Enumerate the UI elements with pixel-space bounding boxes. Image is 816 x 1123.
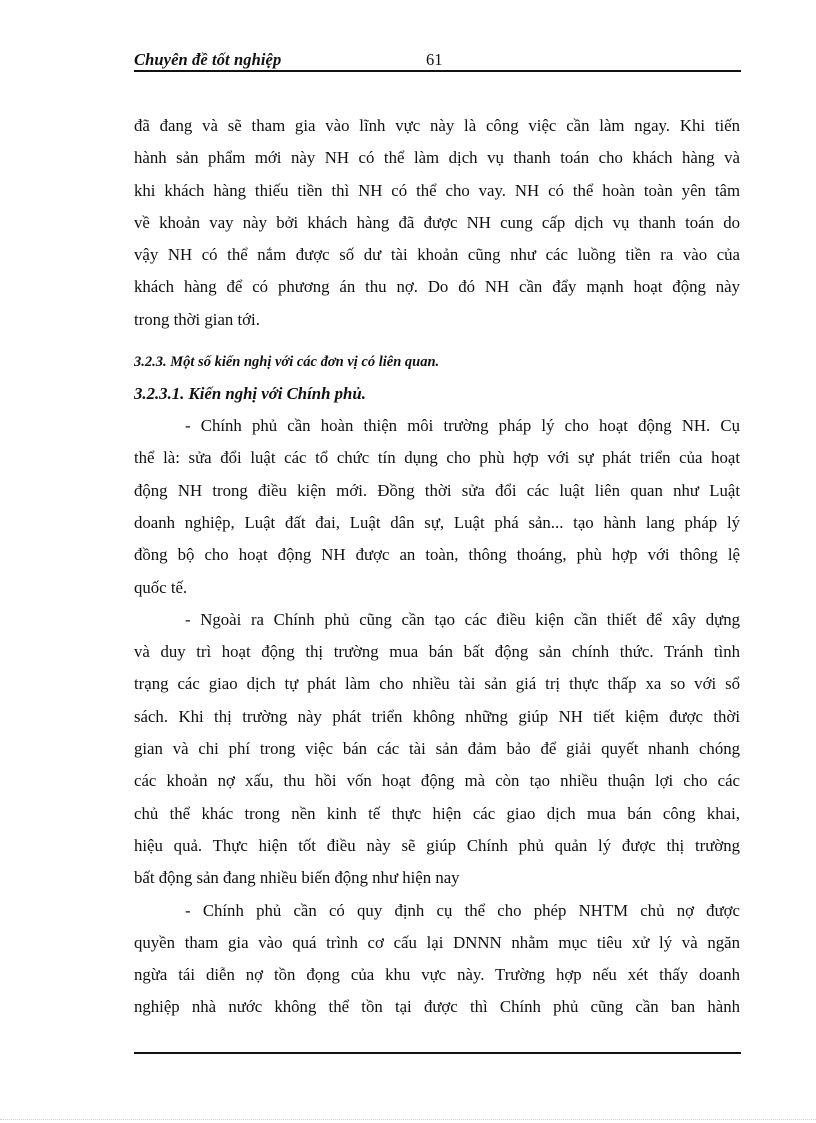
text-line: đồng bộ cho hoạt động NH được an toàn, thông thoáng, phù hợp với thông lệ (134, 545, 740, 565)
text-line: sách. Khi thị trường này phát triển không những giúp NH tiết kiệm được thời (134, 706, 740, 726)
page-number: 61 (426, 50, 443, 69)
paragraph-1 (134, 110, 740, 336)
text-line: khách hàng để có phương án thu nợ. Do đó NH cần đẩy mạnh hoạt động này (134, 277, 740, 297)
text-line: - Chính phủ cần hoàn thiện môi trường pháp lý cho hoạt động NH. Cụ (185, 416, 740, 436)
footer-rule (134, 1052, 741, 1054)
text-line: các khoản nợ xấu, thu hồi vốn hoạt động mà còn tạo nhiều thuận lợi cho các (134, 771, 740, 791)
text-line: nghiệp nhà nước không thể tồn tại được thì Chính phủ cũng cần ban hành (134, 997, 740, 1017)
section-heading-3-2-3: 3.2.3. Một số kiến nghị với các đơn vị có liên quan. (134, 354, 440, 371)
section-heading-3-2-3-1: 3.2.3.1. Kiến nghị với Chính phủ. (134, 384, 366, 404)
text-line: - Chính phủ cần có quy định cụ thể cho phép NHTM chủ nợ được (185, 900, 740, 920)
text-line: trạng các giao dịch tự phát làm cho nhiều tài sản giá trị thực thấp xa so với sổ (134, 674, 740, 694)
header-title: Chuyên đề tốt nghiệp (134, 50, 282, 69)
text-line: chủ thể khác trong nền kinh tế thực hiện các giao dịch mua bán công khai, (134, 803, 740, 823)
text-line: quyền tham gia vào quá trình cơ cấu lại DNNN nhằm mục tiêu xử lý và ngăn (134, 932, 740, 952)
text-line: khi khách hàng thiếu tiền thì NH có thể cho vay. NH có thể hoàn toàn yên tâm (134, 180, 740, 200)
text-line: doanh nghiệp, Luật đất đai, Luật dân sự, Luật phá sản... tạo hành lang pháp lý (134, 512, 740, 532)
text-line: quốc tế. (134, 577, 188, 597)
body-content (134, 110, 740, 1024)
text-line: gian và chi phí trong việc bán các tài sản đảm bảo để giải quyết nhanh chóng (134, 739, 740, 759)
text-line: và duy trì hoạt động thị trường mua bán bất động sản chính thức. Tránh tình (134, 642, 740, 662)
paragraph-4 (134, 895, 740, 1024)
text-line: về khoản vay này bởi khách hàng đã được NH cung cấp dịch vụ thanh toán do (134, 212, 740, 232)
text-line: vậy NH có thể nắm được số dư tài khoản cũng như các luồng tiền ra vào của (134, 245, 740, 265)
text-line: hiệu quả. Thực hiện tốt điều này sẽ giúp Chính phủ quản lý được thị trường (134, 835, 740, 855)
text-line: thể là: sửa đổi luật các tổ chức tín dụng cho phù hợp với sự phát triển của hoạt (134, 448, 740, 468)
page-edge-divider (0, 1119, 816, 1120)
paragraph-3 (134, 604, 740, 895)
paragraph-2 (134, 410, 740, 604)
text-line: - Ngoài ra Chính phủ cũng cần tạo các điều kiện cần thiết để xây dựng (185, 609, 740, 629)
header-rule (134, 70, 741, 72)
text-line: động NH trong điều kiện mới. Đồng thời sửa đổi các luật liên quan như Luật (134, 480, 740, 500)
text-line: đã đang và sẽ tham gia vào lĩnh vực này là công việc cần làm ngay. Khi tiến (134, 116, 740, 135)
page-header (134, 48, 741, 70)
text-line: hành sản phẩm mới này NH có thể làm dịch vụ thanh toán cho khách hàng và (134, 148, 740, 168)
text-line: trong thời gian tới. (134, 309, 260, 329)
text-line: ngừa tái diễn nợ tồn đọng của khu vực này. Trường hợp nếu xét thấy doanh (134, 965, 740, 985)
text-line: bất động sản đang nhiều biến động như hiện nay (134, 868, 460, 888)
